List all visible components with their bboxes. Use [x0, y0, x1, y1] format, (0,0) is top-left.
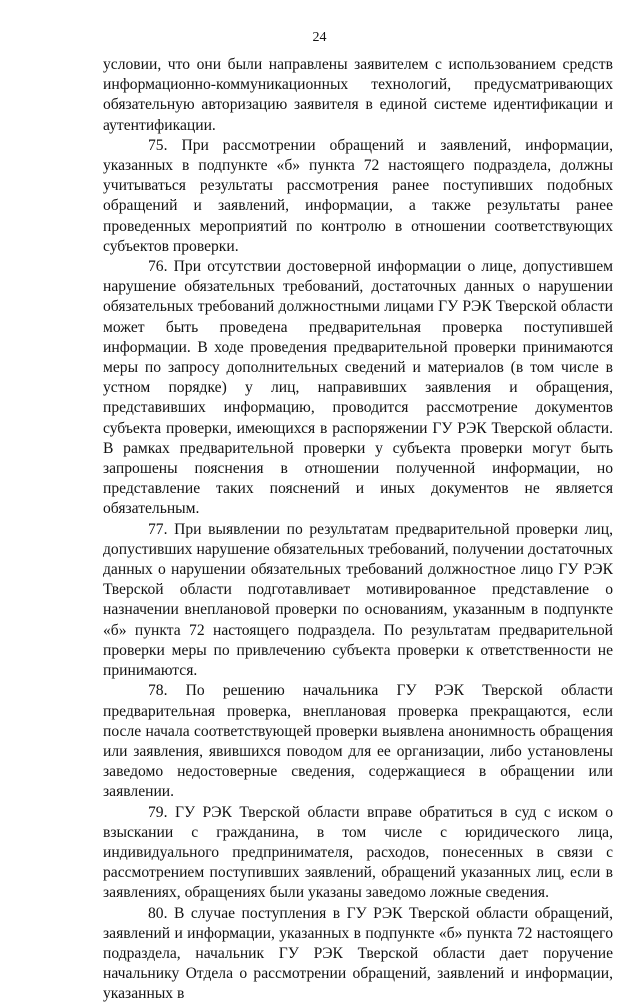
document-body	[103, 55, 613, 1005]
page-number: 24	[312, 30, 327, 45]
paragraph-77: 77. При выявлении по результатам предварительной проверки лиц, допустивших нарушение обязательных требований, получении достаточных данных о нарушении обязательных требований должностное лицо ГУ РЭК Тверской области подготавливает мотивированное представление о назначении внеплановой проверки по основаниям, указанным в подпункте «б» пункта 72 настоящего подраздела. По результатам предварительной проверки меры по привлечению субъекта проверки к ответственности не принимаются.	[103, 520, 613, 680]
paragraph-continuation: условии, что они были направлены заявителем с использованием средств информационно-коммуникационных технологий, предусматривающих обязательную авторизацию заявителя в единой системе идентификации и аутентификации.	[103, 56, 613, 134]
paragraph-79: 79. ГУ РЭК Тверской области вправе обратиться в суд с иском о взыскании с гражданина, в том числе с юридического лица, индивидуального предпринимателя, расходов, понесенных в связи с рассмотрением поступивших заявлений, обращений указанных лиц, если в заявлениях, обращениях были указаны заведомо ложные сведения.	[103, 803, 613, 902]
paragraph-80: 80. В случае поступления в ГУ РЭК Тверской области обращений, заявлений и информации, указанных в подпункте «б» пункта 72 настоящего подраздела, начальник ГУ РЭК Тверской области дает поручение начальнику Отдела о рассмотрении обращений, заявлений и информации, указанных в	[103, 904, 613, 1003]
paragraph-76: 76. При отсутствии достоверной информации о лице, допустившем нарушение обязательных требований, достаточных данных о нарушении обязательных требований должностными лицами ГУ РЭК Тверской области может быть проведена предварительная проверка поступившей информации. В ходе проведения предварительной проверки принимаются меры по запросу дополнительных сведений и материалов (в том числе в устном порядке) у лиц, направивших заявления и обращения, представивших информацию, проводится рассмотрение документов субъекта проверки, имеющихся в распоряжении ГУ РЭК Тверской области. В рамках предварительной проверки у субъекта проверки могут быть запрошены пояснения в отношении полученной информации, но представление таких пояснений и иных документов не является обязательным.	[103, 258, 613, 518]
paragraph-78: 78. По решению начальника ГУ РЭК Тверской области предварительная проверка, внеплановая проверка прекращаются, если после начала соответствующей проверки выявлена анонимность обращения или заявления, явившихся поводом для ее организации, либо установлены заведомо недостоверные сведения, содержащиеся в обращении или заявлении.	[103, 682, 613, 801]
paragraph-75: 75. При рассмотрении обращений и заявлений, информации, указанных в подпункте «б» пункта 72 настоящего подраздела, должны учитываться результаты рассмотрения ранее поступивших подобных обращений и заявлений, информации, а также результаты ранее проведенных мероприятий по контролю в отношении соответствующих субъектов проверки.	[103, 136, 613, 255]
